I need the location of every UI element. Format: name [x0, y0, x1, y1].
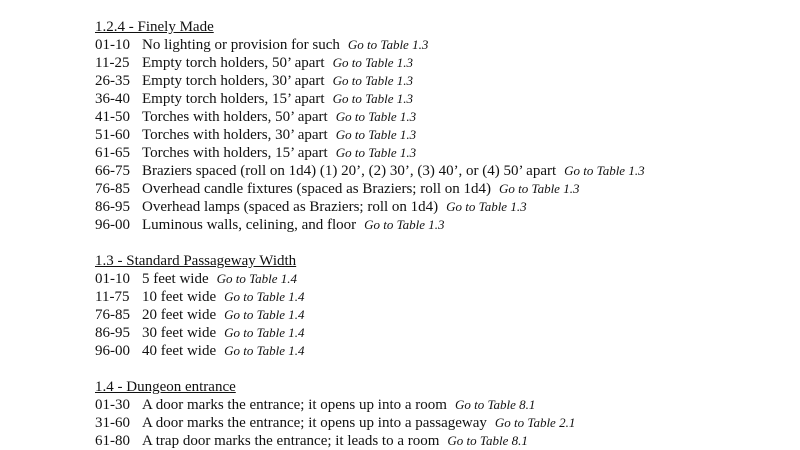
- row-description: Luminous walls, celining, and floor: [142, 217, 357, 233]
- roll-range: 26-35: [95, 73, 130, 89]
- table-row: [95, 72, 795, 90]
- section-heading: 1.2.4 - Finely Made: [95, 19, 214, 35]
- goto-table-link[interactable]: Go to Table 1.3: [335, 145, 417, 160]
- roll-range: 01-10: [95, 37, 130, 53]
- roll-range: 11-75: [95, 289, 130, 305]
- roll-range: 51-60: [95, 127, 130, 143]
- row-description: Empty torch holders, 15’ apart: [142, 91, 325, 107]
- row-description: Overhead candle fixtures (spaced as Braziers; roll on 1d4): [142, 181, 492, 197]
- goto-table-link[interactable]: Go to Table 1.3: [446, 199, 527, 214]
- table-row: [95, 108, 795, 126]
- goto-table-link[interactable]: Go to Table 1.3: [332, 73, 414, 88]
- roll-range: 36-40: [95, 91, 130, 107]
- roll-range: 86-95: [95, 325, 130, 341]
- row-description: Torches with holders, 30’ apart: [142, 127, 328, 143]
- goto-table-link[interactable]: Go to Table 2.1: [494, 415, 576, 430]
- row-description: 30 feet wide: [142, 325, 217, 341]
- table-row: [95, 324, 795, 342]
- roll-range: 76-85: [95, 307, 130, 323]
- roll-range: 31-60: [95, 415, 130, 431]
- table-row: [95, 414, 795, 432]
- table-row: [95, 36, 795, 54]
- section-heading: 1.3 - Standard Passageway Width: [95, 253, 297, 269]
- row-description: A trap door marks the entrance; it leads to a room: [142, 433, 440, 449]
- goto-table-link[interactable]: Go to Table 1.3: [335, 127, 417, 142]
- row-description: No lighting or provision for such: [142, 37, 340, 53]
- goto-table-link[interactable]: Go to Table 8.1: [447, 433, 528, 448]
- table-row: [95, 144, 795, 162]
- table-section-1-2-4: [95, 18, 795, 234]
- goto-table-link[interactable]: Go to Table 1.3: [364, 217, 445, 232]
- row-description: Braziers spaced (roll on 1d4) (1) 20’, (2) 30’, (3) 40’, or (4) 50’ apart: [142, 163, 557, 179]
- goto-table-link[interactable]: Go to Table 1.4: [224, 289, 305, 304]
- roll-range: 96-00: [95, 343, 130, 359]
- row-description: Overhead lamps (spaced as Braziers; roll on 1d4): [142, 199, 439, 215]
- table-section-1-3: [95, 252, 795, 360]
- row-description: Torches with holders, 50’ apart: [142, 109, 328, 125]
- table-row: [95, 270, 795, 288]
- goto-table-link[interactable]: Go to Table 1.3: [499, 181, 580, 196]
- roll-range: 61-65: [95, 145, 130, 161]
- table-row: [95, 162, 795, 180]
- roll-range: 01-30: [95, 397, 130, 413]
- roll-range: 66-75: [95, 163, 130, 179]
- table-row: [95, 90, 795, 108]
- roll-range: 86-95: [95, 199, 130, 215]
- document-page: [95, 18, 795, 450]
- row-description: A door marks the entrance; it opens up into a passageway: [142, 415, 487, 431]
- table-row: [95, 180, 795, 198]
- roll-range: 01-10: [95, 271, 130, 287]
- table-section-1-4: [95, 378, 795, 450]
- row-description: A door marks the entrance; it opens up into a room: [142, 397, 447, 413]
- table-row: [95, 342, 795, 360]
- row-description: Empty torch holders, 30’ apart: [142, 73, 325, 89]
- table-row: [95, 198, 795, 216]
- table-row: [95, 216, 795, 234]
- goto-table-link[interactable]: Go to Table 1.4: [224, 307, 305, 322]
- row-description: Empty torch holders, 50’ apart: [142, 55, 325, 71]
- roll-range: 76-85: [95, 181, 130, 197]
- table-row: [95, 306, 795, 324]
- roll-range: 61-80: [95, 433, 130, 449]
- row-description: 5 feet wide: [142, 271, 209, 287]
- goto-table-link[interactable]: Go to Table 1.3: [335, 109, 417, 124]
- row-description: 20 feet wide: [142, 307, 217, 323]
- table-row: [95, 54, 795, 72]
- row-description: Torches with holders, 15’ apart: [142, 145, 328, 161]
- table-row: [95, 396, 795, 414]
- goto-table-link[interactable]: Go to Table 1.4: [216, 271, 298, 286]
- roll-range: 96-00: [95, 217, 130, 233]
- row-description: 40 feet wide: [142, 343, 217, 359]
- table-row: [95, 126, 795, 144]
- goto-table-link[interactable]: Go to Table 1.3: [332, 55, 414, 70]
- roll-range: 41-50: [95, 109, 130, 125]
- goto-table-link[interactable]: Go to Table 1.3: [347, 37, 429, 52]
- table-row: [95, 432, 795, 450]
- table-row: [95, 288, 795, 306]
- goto-table-link[interactable]: Go to Table 1.3: [564, 163, 645, 178]
- goto-table-link[interactable]: Go to Table 8.1: [454, 397, 536, 412]
- section-heading: 1.4 - Dungeon entrance: [95, 379, 236, 395]
- roll-range: 11-25: [95, 55, 130, 71]
- goto-table-link[interactable]: Go to Table 1.3: [332, 91, 414, 106]
- row-description: 10 feet wide: [142, 289, 217, 305]
- goto-table-link[interactable]: Go to Table 1.4: [224, 325, 305, 340]
- goto-table-link[interactable]: Go to Table 1.4: [224, 343, 305, 358]
